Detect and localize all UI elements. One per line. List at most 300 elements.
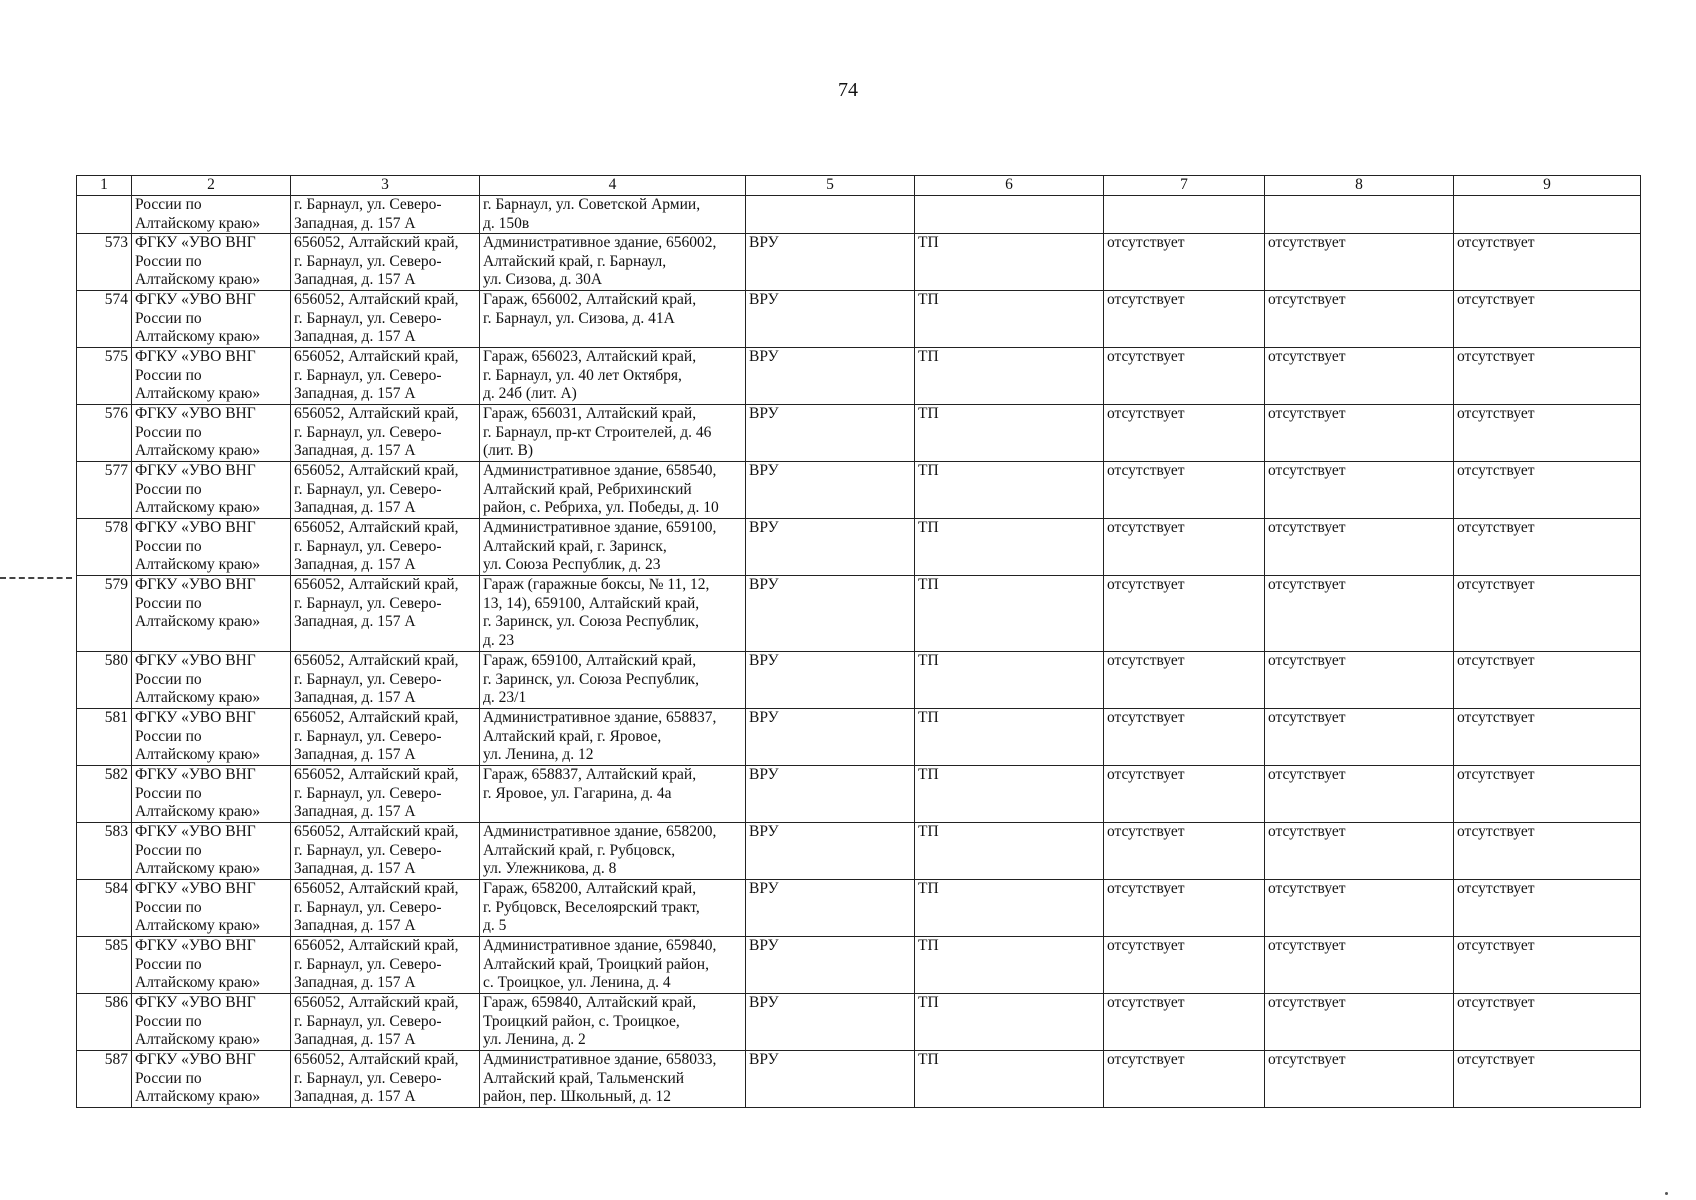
cell-text: отсутствует <box>1107 405 1185 422</box>
col5-cell <box>746 519 915 576</box>
row-number-cell <box>77 880 132 937</box>
cell-text: ВРУ <box>749 234 779 251</box>
address-cell <box>291 937 480 994</box>
cell-text: отсутствует <box>1107 462 1185 479</box>
organization-cell <box>132 937 291 994</box>
row-number-cell <box>77 405 132 462</box>
cell-text: отсутствует <box>1107 880 1185 897</box>
col6-cell <box>915 880 1104 937</box>
col9-cell <box>1454 519 1641 576</box>
cell-text: 574 <box>104 291 128 308</box>
col8-cell <box>1265 196 1454 234</box>
address-cell <box>291 652 480 709</box>
organization-cell <box>132 652 291 709</box>
cell-text: 656052, Алтайский край, г. Барнаул, ул. Северо- Западная, д. 157 А <box>294 234 459 288</box>
address-cell <box>291 1051 480 1108</box>
address-cell <box>291 823 480 880</box>
table-body <box>77 196 1641 1108</box>
cell-text: Гараж, 656023, Алтайский край, г. Барнаул, ул. 40 лет Октября, д. 24б (лит. А) <box>483 348 697 402</box>
cell-text: 580 <box>104 652 128 669</box>
row-number-cell <box>77 766 132 823</box>
col5-cell <box>746 766 915 823</box>
cell-text: Административное здание, 659100, Алтайский край, г. Заринск, ул. Союза Республик, д. 23 <box>483 519 717 573</box>
organization-cell <box>132 405 291 462</box>
col8-cell <box>1265 519 1454 576</box>
address-cell <box>291 519 480 576</box>
cell-text: ТП <box>918 652 939 669</box>
address-cell <box>291 576 480 652</box>
table-row <box>77 880 1641 937</box>
margin-dash-mark <box>0 577 72 579</box>
cell-text: отсутствует <box>1457 291 1535 308</box>
cell-text: 656052, Алтайский край, г. Барнаул, ул. Северо- Западная, д. 157 А <box>294 348 459 402</box>
cell-text: ТП <box>918 291 939 308</box>
address-cell <box>291 234 480 291</box>
object-cell <box>480 766 746 823</box>
col9-cell <box>1454 1051 1641 1108</box>
cell-text: 584 <box>104 880 128 897</box>
col8-cell <box>1265 766 1454 823</box>
cell-text: 656052, Алтайский край, г. Барнаул, ул. Северо- Западная, д. 157 А <box>294 576 459 630</box>
cell-text: 575 <box>104 348 128 365</box>
table-row <box>77 291 1641 348</box>
row-number-cell <box>77 709 132 766</box>
cell-text: ВРУ <box>749 994 779 1011</box>
table-row <box>77 348 1641 405</box>
table-row <box>77 652 1641 709</box>
cell-text: ФГКУ «УВО ВНГ России по Алтайскому краю» <box>135 994 261 1048</box>
cell-text: Гараж, 658200, Алтайский край, г. Рубцовск, Веселоярский тракт, д. 5 <box>483 880 700 934</box>
cell-text: ФГКУ «УВО ВНГ России по Алтайскому краю» <box>135 519 261 573</box>
cell-text: отсутствует <box>1457 348 1535 365</box>
col8-cell <box>1265 709 1454 766</box>
col9-cell <box>1454 462 1641 519</box>
cell-text: отсутствует <box>1107 576 1185 593</box>
row-number-cell <box>77 234 132 291</box>
cell-text: ФГКУ «УВО ВНГ России по Алтайскому краю» <box>135 234 261 288</box>
cell-text: ТП <box>918 462 939 479</box>
cell-text: отсутствует <box>1107 652 1185 669</box>
cell-text: отсутствует <box>1107 1051 1185 1068</box>
col5-cell <box>746 994 915 1051</box>
cell-text: ФГКУ «УВО ВНГ России по Алтайскому краю» <box>135 823 261 877</box>
col9-cell <box>1454 576 1641 652</box>
col8-cell <box>1265 880 1454 937</box>
row-number-cell <box>77 994 132 1051</box>
cell-text: 656052, Алтайский край, г. Барнаул, ул. Северо- Западная, д. 157 А <box>294 462 459 516</box>
cell-text: 585 <box>104 937 128 954</box>
table-row-continuation <box>77 196 1641 234</box>
cell-text: ВРУ <box>749 766 779 783</box>
col6-cell <box>915 937 1104 994</box>
header-cell: 7 <box>1104 176 1265 196</box>
organization-cell <box>132 196 291 234</box>
cell-text: 587 <box>104 1051 128 1068</box>
table-row <box>77 462 1641 519</box>
col9-cell <box>1454 709 1641 766</box>
cell-text: 582 <box>104 766 128 783</box>
cell-text: отсутствует <box>1268 994 1346 1011</box>
cell-text: отсутствует <box>1107 291 1185 308</box>
col7-cell <box>1104 234 1265 291</box>
cell-text: России по Алтайскому краю» <box>135 196 261 232</box>
cell-text: отсутствует <box>1268 462 1346 479</box>
organization-cell <box>132 576 291 652</box>
cell-text: ТП <box>918 823 939 840</box>
col8-cell <box>1265 348 1454 405</box>
col7-cell <box>1104 291 1265 348</box>
cell-text: отсутствует <box>1268 823 1346 840</box>
cell-text: отсутствует <box>1457 994 1535 1011</box>
col7-cell <box>1104 519 1265 576</box>
cell-text: отсутствует <box>1268 348 1346 365</box>
row-number-cell <box>77 1051 132 1108</box>
cell-text: 583 <box>104 823 128 840</box>
cell-text: отсутствует <box>1107 709 1185 726</box>
cell-text: отсутствует <box>1457 709 1535 726</box>
cell-text: отсутствует <box>1457 405 1535 422</box>
cell-text: отсутствует <box>1107 823 1185 840</box>
cell-text: Гараж, 656031, Алтайский край, г. Барнаул, пр-кт Строителей, д. 46 (лит. В) <box>483 405 712 459</box>
col8-cell <box>1265 1051 1454 1108</box>
object-cell <box>480 405 746 462</box>
organization-cell <box>132 994 291 1051</box>
col9-cell <box>1454 291 1641 348</box>
address-cell <box>291 709 480 766</box>
col6-cell <box>915 405 1104 462</box>
table-row <box>77 766 1641 823</box>
address-cell <box>291 462 480 519</box>
table-row <box>77 823 1641 880</box>
header-cell: 1 <box>77 176 132 196</box>
cell-text: 656052, Алтайский край, г. Барнаул, ул. Северо- Западная, д. 157 А <box>294 1051 459 1105</box>
col7-cell <box>1104 766 1265 823</box>
cell-text: 579 <box>104 576 128 593</box>
table-row <box>77 937 1641 994</box>
col7-cell <box>1104 823 1265 880</box>
organization-cell <box>132 291 291 348</box>
object-cell <box>480 709 746 766</box>
cell-text: отсутствует <box>1457 880 1535 897</box>
col6-cell <box>915 652 1104 709</box>
cell-text: 573 <box>104 234 128 251</box>
page-number: 74 <box>838 79 858 101</box>
col6-cell <box>915 519 1104 576</box>
row-number-cell <box>77 823 132 880</box>
object-cell <box>480 291 746 348</box>
cell-text: отсутствует <box>1268 576 1346 593</box>
object-cell <box>480 1051 746 1108</box>
cell-text: 656052, Алтайский край, г. Барнаул, ул. Северо- Западная, д. 157 А <box>294 766 459 820</box>
col9-cell <box>1454 196 1641 234</box>
col7-cell <box>1104 994 1265 1051</box>
cell-text: ВРУ <box>749 652 779 669</box>
col7-cell <box>1104 880 1265 937</box>
header-cell: 4 <box>480 176 746 196</box>
cell-text: отсутствует <box>1107 234 1185 251</box>
col8-cell <box>1265 823 1454 880</box>
col5-cell <box>746 652 915 709</box>
object-cell <box>480 994 746 1051</box>
cell-text: ФГКУ «УВО ВНГ России по Алтайскому краю» <box>135 1051 261 1105</box>
cell-text: ТП <box>918 766 939 783</box>
cell-text: 577 <box>104 462 128 479</box>
address-cell <box>291 196 480 234</box>
col9-cell <box>1454 405 1641 462</box>
col6-cell <box>915 1051 1104 1108</box>
object-cell <box>480 348 746 405</box>
cell-text: отсутствует <box>1268 234 1346 251</box>
header-cell: 3 <box>291 176 480 196</box>
cell-text: ТП <box>918 348 939 365</box>
cell-text: 656052, Алтайский край, г. Барнаул, ул. Северо- Западная, д. 157 А <box>294 994 459 1048</box>
col9-cell <box>1454 937 1641 994</box>
cell-text: отсутствует <box>1457 576 1535 593</box>
cell-text: Гараж, 659100, Алтайский край, г. Заринск, ул. Союза Республик, д. 23/1 <box>483 652 699 706</box>
col9-cell <box>1454 234 1641 291</box>
object-cell <box>480 880 746 937</box>
col7-cell <box>1104 652 1265 709</box>
cell-text: ВРУ <box>749 405 779 422</box>
cell-text: ВРУ <box>749 348 779 365</box>
table-row <box>77 576 1641 652</box>
col7-cell <box>1104 937 1265 994</box>
col7-cell <box>1104 1051 1265 1108</box>
address-cell <box>291 766 480 823</box>
cell-text: Гараж, 659840, Алтайский край, Троицкий район, с. Троицкое, ул. Ленина, д. 2 <box>483 994 697 1048</box>
address-cell <box>291 348 480 405</box>
col6-cell <box>915 462 1104 519</box>
col9-cell <box>1454 823 1641 880</box>
col5-cell <box>746 196 915 234</box>
col8-cell <box>1265 652 1454 709</box>
col5-cell <box>746 348 915 405</box>
cell-text: отсутствует <box>1457 462 1535 479</box>
col7-cell <box>1104 405 1265 462</box>
cell-text: ТП <box>918 234 939 251</box>
cell-text: отсутствует <box>1457 937 1535 954</box>
col8-cell <box>1265 994 1454 1051</box>
cell-text: ТП <box>918 576 939 593</box>
col5-cell <box>746 880 915 937</box>
cell-text: отсутствует <box>1268 766 1346 783</box>
row-number-cell <box>77 519 132 576</box>
cell-text: ТП <box>918 937 939 954</box>
cell-text: 656052, Алтайский край, г. Барнаул, ул. Северо- Западная, д. 157 А <box>294 709 459 763</box>
row-number-cell <box>77 576 132 652</box>
cell-text: 578 <box>104 519 128 536</box>
organization-cell <box>132 234 291 291</box>
cell-text: отсутствует <box>1268 519 1346 536</box>
object-cell <box>480 652 746 709</box>
col5-cell <box>746 405 915 462</box>
row-number-cell <box>77 291 132 348</box>
table-row <box>77 709 1641 766</box>
col6-cell <box>915 576 1104 652</box>
cell-text: Административное здание, 658200, Алтайский край, г. Рубцовск, ул. Улежникова, д. 8 <box>483 823 717 877</box>
col9-cell <box>1454 880 1641 937</box>
cell-text: 656052, Алтайский край, г. Барнаул, ул. Северо- Западная, д. 157 А <box>294 937 459 991</box>
row-number-cell <box>77 348 132 405</box>
col8-cell <box>1265 234 1454 291</box>
header-cell: 9 <box>1454 176 1641 196</box>
organization-cell <box>132 348 291 405</box>
cell-text: Гараж, 658837, Алтайский край, г. Яровое, ул. Гагарина, д. 4а <box>483 766 697 802</box>
col5-cell <box>746 937 915 994</box>
cell-text: ВРУ <box>749 823 779 840</box>
address-cell <box>291 994 480 1051</box>
cell-text: 656052, Алтайский край, г. Барнаул, ул. Северо- Западная, д. 157 А <box>294 519 459 573</box>
cell-text: ФГКУ «УВО ВНГ России по Алтайскому краю» <box>135 462 261 516</box>
cell-text: отсутствует <box>1268 880 1346 897</box>
col6-cell <box>915 348 1104 405</box>
cell-text: отсутствует <box>1457 766 1535 783</box>
col6-cell <box>915 994 1104 1051</box>
object-cell <box>480 823 746 880</box>
table-row <box>77 994 1641 1051</box>
cell-text: Административное здание, 659840, Алтайский край, Троицкий район, с. Троицкое, ул. Ленина, д. 4 <box>483 937 717 991</box>
col8-cell <box>1265 576 1454 652</box>
object-cell <box>480 234 746 291</box>
cell-text: Административное здание, 658033, Алтайский край, Тальменский район, пер. Школьный, д. 12 <box>483 1051 717 1105</box>
cell-text: отсутствует <box>1268 1051 1346 1068</box>
col5-cell <box>746 462 915 519</box>
cell-text: ТП <box>918 994 939 1011</box>
cell-text: 656052, Алтайский край, г. Барнаул, ул. Северо- Западная, д. 157 А <box>294 291 459 345</box>
cell-text: Гараж (гаражные боксы, № 11, 12, 13, 14), 659100, Алтайский край, г. Заринск, ул. Союза Республик, д. 23 <box>483 576 710 649</box>
object-cell <box>480 196 746 234</box>
col5-cell <box>746 823 915 880</box>
col6-cell <box>915 709 1104 766</box>
cell-text: ФГКУ «УВО ВНГ России по Алтайскому краю» <box>135 348 261 402</box>
header-row <box>77 176 1641 196</box>
cell-text: ТП <box>918 1051 939 1068</box>
organization-cell <box>132 709 291 766</box>
cell-text: 581 <box>104 709 128 726</box>
col6-cell <box>915 823 1104 880</box>
col9-cell <box>1454 348 1641 405</box>
row-number-cell <box>77 937 132 994</box>
table-row <box>77 519 1641 576</box>
cell-text: отсутствует <box>1457 234 1535 251</box>
object-cell <box>480 462 746 519</box>
cell-text: 656052, Алтайский край, г. Барнаул, ул. Северо- Западная, д. 157 А <box>294 823 459 877</box>
cell-text: ВРУ <box>749 880 779 897</box>
registry-table <box>76 175 1641 1108</box>
cell-text: ФГКУ «УВО ВНГ России по Алтайскому краю» <box>135 291 261 345</box>
address-cell <box>291 405 480 462</box>
cell-text: ВРУ <box>749 291 779 308</box>
cell-text: отсутствует <box>1457 1051 1535 1068</box>
cell-text: ТП <box>918 709 939 726</box>
row-number-cell <box>77 462 132 519</box>
cell-text: 576 <box>104 405 128 422</box>
col9-cell <box>1454 994 1641 1051</box>
cell-text: ФГКУ «УВО ВНГ России по Алтайскому краю» <box>135 880 261 934</box>
col6-cell <box>915 291 1104 348</box>
col8-cell <box>1265 405 1454 462</box>
cell-text: отсутствует <box>1457 519 1535 536</box>
cell-text: ВРУ <box>749 709 779 726</box>
cell-text: Административное здание, 656002, Алтайский край, г. Барнаул, ул. Сизова, д. 30А <box>483 234 717 288</box>
col7-cell <box>1104 709 1265 766</box>
col5-cell <box>746 709 915 766</box>
organization-cell <box>132 823 291 880</box>
col6-cell <box>915 196 1104 234</box>
organization-cell <box>132 462 291 519</box>
corner-dot <box>1665 1192 1668 1195</box>
cell-text: 656052, Алтайский край, г. Барнаул, ул. Северо- Западная, д. 157 А <box>294 405 459 459</box>
cell-text: отсутствует <box>1107 766 1185 783</box>
col8-cell <box>1265 937 1454 994</box>
cell-text: ФГКУ «УВО ВНГ России по Алтайскому краю» <box>135 766 261 820</box>
col7-cell <box>1104 576 1265 652</box>
header-cell: 6 <box>915 176 1104 196</box>
col6-cell <box>915 766 1104 823</box>
cell-text: отсутствует <box>1457 652 1535 669</box>
cell-text: г. Барнаул, ул. Северо- Западная, д. 157 А <box>294 196 442 232</box>
col5-cell <box>746 234 915 291</box>
cell-text: ТП <box>918 519 939 536</box>
header-cell: 8 <box>1265 176 1454 196</box>
organization-cell <box>132 880 291 937</box>
cell-text: ВРУ <box>749 519 779 536</box>
cell-text: Гараж, 656002, Алтайский край, г. Барнаул, ул. Сизова, д. 41А <box>483 291 697 327</box>
cell-text: 656052, Алтайский край, г. Барнаул, ул. Северо- Западная, д. 157 А <box>294 652 459 706</box>
table-row <box>77 405 1641 462</box>
cell-text: отсутствует <box>1107 519 1185 536</box>
cell-text: отсутствует <box>1268 405 1346 422</box>
cell-text: отсутствует <box>1107 994 1185 1011</box>
cell-text: отсутствует <box>1107 937 1185 954</box>
col6-cell <box>915 234 1104 291</box>
table-row <box>77 234 1641 291</box>
col9-cell <box>1454 652 1641 709</box>
col8-cell <box>1265 291 1454 348</box>
cell-text: ВРУ <box>749 1051 779 1068</box>
address-cell <box>291 880 480 937</box>
col7-cell <box>1104 462 1265 519</box>
cell-text: ФГКУ «УВО ВНГ России по Алтайскому краю» <box>135 937 261 991</box>
object-cell <box>480 519 746 576</box>
col5-cell <box>746 576 915 652</box>
col7-cell <box>1104 196 1265 234</box>
cell-text: ФГКУ «УВО ВНГ России по Алтайскому краю» <box>135 576 261 630</box>
col8-cell <box>1265 462 1454 519</box>
cell-text: г. Барнаул, ул. Советской Армии, д. 150в <box>483 196 701 232</box>
organization-cell <box>132 1051 291 1108</box>
cell-text: ФГКУ «УВО ВНГ России по Алтайскому краю» <box>135 652 261 706</box>
cell-text: отсутствует <box>1268 652 1346 669</box>
cell-text: отсутствует <box>1268 709 1346 726</box>
cell-text: 586 <box>104 994 128 1011</box>
cell-text: отсутствует <box>1457 823 1535 840</box>
cell-text: ВРУ <box>749 937 779 954</box>
cell-text: Административное здание, 658837, Алтайский край, г. Яровое, ул. Ленина, д. 12 <box>483 709 717 763</box>
col5-cell <box>746 1051 915 1108</box>
cell-text: ТП <box>918 880 939 897</box>
cell-text: ФГКУ «УВО ВНГ России по Алтайскому краю» <box>135 709 261 763</box>
col9-cell <box>1454 766 1641 823</box>
cell-text: Административное здание, 658540, Алтайский край, Ребрихинский район, с. Ребриха, ул. Победы, д. 10 <box>483 462 719 516</box>
cell-text: отсутствует <box>1107 348 1185 365</box>
cell-text: ФГКУ «УВО ВНГ России по Алтайскому краю» <box>135 405 261 459</box>
table-row <box>77 1051 1641 1108</box>
cell-text: отсутствует <box>1268 937 1346 954</box>
cell-text: ВРУ <box>749 462 779 479</box>
cell-text: отсутствует <box>1268 291 1346 308</box>
col5-cell <box>746 291 915 348</box>
